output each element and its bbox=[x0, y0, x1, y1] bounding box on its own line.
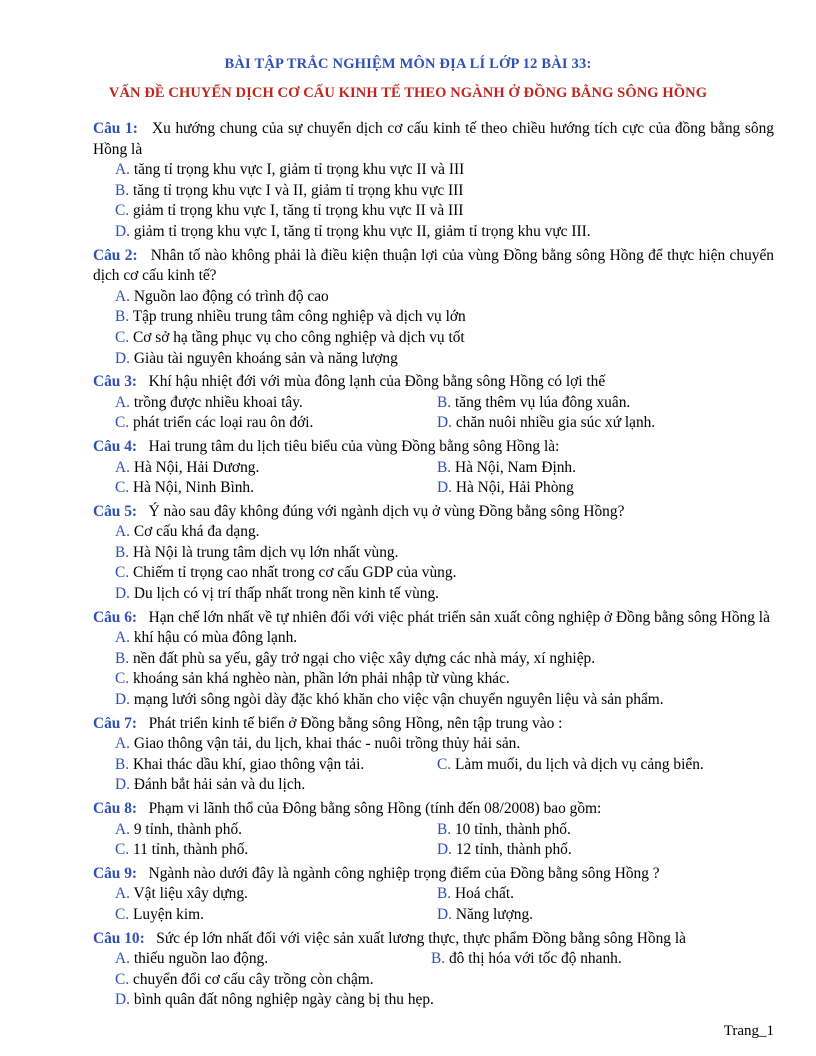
question-text: Phạm vi lãnh thổ của Đông bằng sông Hồng (tính đến 08/2008) bao gồm: bbox=[148, 800, 602, 817]
question-stem bbox=[93, 246, 774, 287]
option-label: B. bbox=[115, 649, 130, 667]
question-9 bbox=[93, 864, 774, 926]
option-a bbox=[115, 458, 437, 479]
option-c bbox=[437, 755, 704, 776]
option-label: A. bbox=[115, 523, 130, 541]
option-d bbox=[437, 478, 574, 499]
option-label: B. bbox=[115, 755, 130, 773]
question-10 bbox=[93, 929, 774, 1011]
option-label: C. bbox=[115, 670, 130, 688]
option-c bbox=[93, 328, 774, 349]
question-label: Câu 8: bbox=[93, 800, 138, 817]
option-text: Vật liệu xây dựng. bbox=[133, 885, 248, 903]
question-text: Khí hậu nhiệt đới với mùa đông lạnh của Đồng bằng sông Hồng có lợi thế bbox=[148, 373, 606, 391]
option-label: C. bbox=[115, 414, 130, 432]
option-label: A. bbox=[115, 393, 130, 411]
option-text: Luyện kim. bbox=[132, 905, 204, 923]
page-title: BÀI TẬP TRẮC NGHIỆM MÔN ĐỊA LÍ LỚP 12 BÀI 33: bbox=[224, 56, 592, 72]
option-label: A. bbox=[115, 950, 130, 968]
option-text: Cơ cấu khá đa dạng. bbox=[133, 523, 260, 541]
option-label: D. bbox=[115, 776, 130, 794]
page-number: Trang_1 bbox=[723, 1023, 774, 1039]
option-label: D. bbox=[437, 479, 452, 497]
question-label: Câu 5: bbox=[93, 502, 138, 520]
option-d bbox=[93, 775, 774, 796]
option-c bbox=[115, 905, 437, 926]
option-text: trồng được nhiều khoai tây. bbox=[133, 393, 303, 411]
option-b bbox=[115, 755, 437, 776]
option-label: D. bbox=[437, 414, 452, 432]
option-label: D. bbox=[437, 841, 452, 859]
option-b bbox=[93, 181, 774, 202]
option-b bbox=[93, 649, 774, 670]
option-label: C. bbox=[115, 905, 130, 923]
option-label: D. bbox=[115, 585, 130, 603]
question-3 bbox=[93, 372, 774, 434]
option-label: B. bbox=[431, 950, 446, 968]
question-stem bbox=[93, 608, 774, 629]
option-text: Chiếm tỉ trọng cao nhất trong cơ cấu GDP của vùng. bbox=[132, 564, 457, 582]
option-c bbox=[115, 840, 437, 861]
option-label: C. bbox=[115, 479, 130, 497]
option-text: 12 tỉnh, thành phố. bbox=[455, 841, 572, 859]
option-label: B. bbox=[115, 543, 130, 561]
option-label: A. bbox=[115, 629, 130, 647]
question-stem bbox=[93, 372, 774, 393]
option-text: chuyển đổi cơ cấu cây trồng còn chậm. bbox=[132, 970, 374, 988]
option-row bbox=[93, 393, 774, 414]
option-row bbox=[93, 884, 774, 905]
question-4 bbox=[93, 437, 774, 499]
option-text: Giao thông vận tải, du lịch, khai thác - nuôi trồng thủy hải sản. bbox=[133, 735, 521, 753]
option-text: thiếu nguồn lao động. bbox=[133, 950, 269, 968]
option-b bbox=[431, 949, 622, 970]
question-label: Câu 1: bbox=[93, 120, 138, 137]
option-text: phát triển các loại rau ôn đới. bbox=[132, 414, 314, 432]
question-stem bbox=[93, 929, 774, 950]
option-row bbox=[93, 820, 774, 841]
option-row bbox=[93, 478, 774, 499]
option-label: B. bbox=[115, 308, 130, 326]
option-label: A. bbox=[115, 287, 130, 305]
question-stem bbox=[93, 714, 774, 735]
option-row bbox=[93, 458, 774, 479]
option-text: Khai thác dầu khí, giao thông vận tải. bbox=[132, 755, 365, 773]
option-text: mạng lưới sông ngòi dày đặc khó khăn cho việc vận chuyển nguyên liệu và sản phẩm. bbox=[133, 691, 664, 709]
option-text: Nguồn lao động có trình độ cao bbox=[133, 287, 329, 305]
option-c bbox=[93, 563, 774, 584]
option-label: B. bbox=[115, 181, 130, 199]
option-a bbox=[93, 628, 774, 649]
option-text: 10 tỉnh, thành phố. bbox=[454, 820, 571, 838]
option-text: chăn nuôi nhiều gia súc xứ lạnh. bbox=[455, 414, 656, 432]
option-text: Hà Nội là trung tâm dịch vụ lớn nhất vùng. bbox=[132, 543, 399, 561]
question-text: Xu hướng chung của sự chuyển dịch cơ cấu kinh tế theo chiều hướng tích cực của đồng bằng sông Hồng là bbox=[93, 120, 774, 158]
option-text: bình quân đất nông nghiệp ngày càng bị thu hẹp. bbox=[133, 991, 434, 1009]
option-text: tăng thêm vụ lúa đông xuân. bbox=[454, 393, 631, 411]
option-label: B. bbox=[437, 885, 452, 903]
question-label: Câu 2: bbox=[93, 246, 138, 264]
question-text: Ý nào sau đây không đúng với ngành dịch vụ ở vùng Đồng bằng sông Hồng? bbox=[148, 502, 625, 520]
question-5 bbox=[93, 502, 774, 605]
question-text: Ngành nào dưới đây là ngành công nghiệp trọng điểm của Đồng bằng sông Hồng ? bbox=[148, 864, 660, 882]
option-a bbox=[93, 522, 774, 543]
option-label: A. bbox=[115, 735, 130, 753]
option-text: giảm tỉ trọng khu vực I, tăng tỉ trọng khu vực II, giảm tỉ trọng khu vực III. bbox=[133, 222, 591, 240]
option-label: A. bbox=[115, 458, 130, 476]
option-a bbox=[115, 393, 437, 414]
option-row bbox=[93, 905, 774, 926]
option-a bbox=[115, 884, 437, 905]
option-text: Làm muối, du lịch và dịch vụ cảng biển. bbox=[454, 755, 704, 773]
option-text: khoáng sản khá nghèo nàn, phần lớn phải nhập từ vùng khác. bbox=[132, 670, 510, 688]
option-text: khí hậu có mùa đông lạnh. bbox=[133, 629, 298, 647]
option-text: Hà Nội, Nam Định. bbox=[454, 458, 576, 476]
question-stem bbox=[93, 437, 774, 458]
option-row bbox=[93, 755, 774, 776]
option-label: A. bbox=[115, 161, 130, 179]
option-label: B. bbox=[437, 458, 452, 476]
question-text: Hạn chế lớn nhất về tự nhiên đối với việc phát triển sản xuất công nghiệp ở Đồng bằng sông Hồng là bbox=[148, 608, 770, 626]
option-text: Giàu tài nguyên khoáng sản và năng lượng bbox=[133, 349, 398, 367]
option-label: C. bbox=[115, 328, 130, 346]
question-list bbox=[93, 116, 774, 1011]
option-b bbox=[93, 307, 774, 328]
option-label: B. bbox=[437, 393, 452, 411]
option-d bbox=[437, 905, 533, 926]
page-subtitle: VẤN ĐỀ CHUYỂN DỊCH CƠ CẤU KINH TẾ THEO NGÀNH Ở ĐỒNG BẰNG SÔNG HỒNG bbox=[108, 85, 708, 101]
question-label: Câu 7: bbox=[93, 714, 138, 732]
option-text: giảm tỉ trọng khu vực I, tăng tỉ trọng khu vực II và III bbox=[132, 202, 464, 220]
option-label: D. bbox=[115, 691, 130, 709]
option-b bbox=[93, 543, 774, 564]
option-row bbox=[93, 840, 774, 861]
question-label: Câu 3: bbox=[93, 373, 138, 391]
option-text: đô thị hóa với tốc độ nhanh. bbox=[448, 950, 622, 968]
option-d bbox=[93, 690, 774, 711]
question-7 bbox=[93, 714, 774, 796]
option-label: D. bbox=[437, 905, 452, 923]
option-b bbox=[437, 393, 630, 414]
option-text: Hà Nội, Hải Dương. bbox=[133, 458, 260, 476]
option-d bbox=[437, 840, 572, 861]
option-row bbox=[93, 413, 774, 434]
option-text: 9 tỉnh, thành phố. bbox=[133, 820, 242, 838]
option-label: C. bbox=[115, 841, 130, 859]
option-a bbox=[93, 287, 774, 308]
option-text: tăng tỉ trọng khu vực I, giảm tỉ trọng khu vực II và III bbox=[133, 161, 465, 179]
option-c bbox=[93, 201, 774, 222]
option-text: Hoá chất. bbox=[454, 885, 514, 903]
option-label: D. bbox=[115, 991, 130, 1009]
option-a bbox=[93, 734, 774, 755]
option-text: Đánh bắt hải sản và du lịch. bbox=[133, 776, 306, 794]
option-label: C. bbox=[115, 202, 130, 220]
option-d bbox=[93, 349, 774, 370]
question-1 bbox=[93, 119, 774, 243]
option-text: Hà Nội, Hải Phòng bbox=[455, 479, 574, 497]
option-a bbox=[115, 820, 437, 841]
option-c bbox=[115, 478, 437, 499]
option-label: D. bbox=[115, 222, 130, 240]
question-stem bbox=[93, 864, 774, 885]
option-a bbox=[93, 160, 774, 181]
option-b bbox=[437, 820, 571, 841]
question-label: Câu 9: bbox=[93, 864, 138, 882]
option-row bbox=[93, 949, 774, 970]
option-d bbox=[93, 990, 774, 1011]
question-stem bbox=[93, 502, 774, 523]
option-text: Năng lượng. bbox=[455, 905, 534, 923]
question-stem bbox=[93, 799, 774, 820]
option-a bbox=[115, 949, 431, 970]
option-text: nền đất phù sa yếu, gây trở ngại cho việc xây dựng các nhà máy, xí nghiệp. bbox=[132, 649, 596, 667]
option-text: Tập trung nhiều trung tâm công nghiệp và dịch vụ lớn bbox=[132, 308, 466, 326]
option-label: C. bbox=[437, 755, 452, 773]
option-label: A. bbox=[115, 885, 130, 903]
option-text: 11 tỉnh, thành phố. bbox=[132, 841, 249, 859]
option-b bbox=[437, 884, 514, 905]
option-label: C. bbox=[115, 564, 130, 582]
question-2 bbox=[93, 246, 774, 370]
option-text: Cơ sở hạ tầng phục vụ cho công nghiệp và dịch vụ tốt bbox=[132, 328, 465, 346]
option-text: Hà Nội, Ninh Bình. bbox=[132, 479, 254, 497]
option-label: A. bbox=[115, 820, 130, 838]
option-c bbox=[93, 970, 774, 991]
question-text: Phát triển kinh tế biển ở Đồng bằng sông Hồng, nên tập trung vào : bbox=[148, 714, 563, 732]
question-label: Câu 4: bbox=[93, 437, 138, 455]
question-6 bbox=[93, 608, 774, 711]
option-d bbox=[93, 584, 774, 605]
option-text: Du lịch có vị trí thấp nhất trong nền kinh tế vùng. bbox=[133, 585, 440, 603]
question-label: Câu 10: bbox=[93, 929, 145, 947]
question-text: Sức ép lớn nhất đối với việc sản xuất lương thực, thực phẩm Đồng bằng sông Hồng là bbox=[156, 929, 686, 947]
question-8 bbox=[93, 799, 774, 861]
option-label: C. bbox=[115, 970, 130, 988]
option-c bbox=[115, 413, 437, 434]
option-b bbox=[437, 458, 576, 479]
option-d bbox=[93, 222, 774, 243]
question-stem bbox=[93, 119, 774, 160]
option-label: D. bbox=[115, 349, 130, 367]
question-label: Câu 6: bbox=[93, 608, 138, 626]
option-d bbox=[437, 413, 655, 434]
option-text: tăng tỉ trọng khu vực I và II, giảm tỉ trọng khu vực III bbox=[132, 181, 464, 199]
option-label: B. bbox=[437, 820, 452, 838]
question-text: Hai trung tâm du lịch tiêu biểu của vùng Đồng bằng sông Hồng là: bbox=[148, 437, 560, 455]
question-text: Nhân tố nào không phải là điều kiện thuận lợi của vùng Đồng bằng sông Hồng để thực hiện chuyển dịch cơ cấu kinh tế? bbox=[93, 246, 774, 285]
option-c bbox=[93, 669, 774, 690]
